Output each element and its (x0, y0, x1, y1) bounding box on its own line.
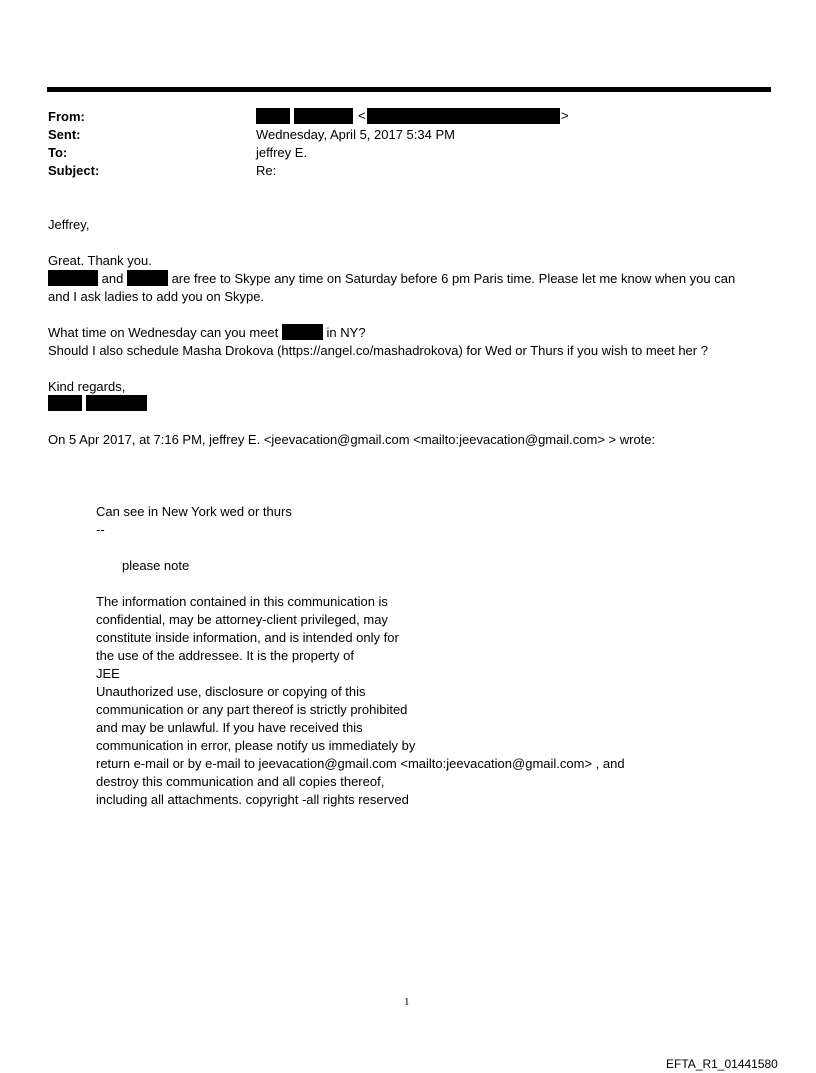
redaction-from-last (294, 108, 353, 124)
disclaimer-line: Unauthorized use, disclosure or copying of this (96, 684, 366, 699)
subject-value: Re: (256, 163, 277, 178)
body-and-word: and (101, 271, 124, 286)
disclaimer-line: The information contained in this communication is (96, 594, 388, 609)
body-line-wednesday (48, 324, 366, 342)
from-open-bracket: < (358, 108, 366, 123)
disclaimer-line: communication or any part thereof is strictly prohibited (96, 702, 408, 717)
subject-label: Subject: (48, 163, 100, 178)
quoted-line: Can see in New York wed or thurs (96, 504, 292, 519)
body-skype-rest: are free to Skype any time on Saturday before 6 pm Paris time. Please let me know when you can (171, 271, 736, 286)
greeting: Jeffrey, (48, 217, 90, 232)
disclaimer-line: communication in error, please notify us immediately by (96, 738, 416, 753)
document-id: EFTA_R1_01441580 (666, 1057, 778, 1071)
body-in-ny: in NY? (326, 325, 366, 340)
sent-value: Wednesday, April 5, 2017 5:34 PM (256, 127, 455, 142)
closing: Kind regards, (48, 379, 126, 394)
to-value: jeffrey E. (256, 145, 308, 160)
redaction-name-1 (48, 270, 98, 286)
redaction-name-2 (127, 270, 168, 286)
sent-label: Sent: (48, 127, 81, 142)
disclaimer-line: return e-mail or by e-mail to jeevacation@gmail.com <mailto:jeevacation@gmail.com> , and (96, 756, 625, 771)
signature-separator: -- (96, 522, 105, 537)
body-wednesday-text: What time on Wednesday can you meet (48, 325, 279, 340)
disclaimer-line: the use of the addressee. It is the property of (96, 648, 354, 663)
redaction-signature-last (86, 395, 147, 411)
quote-header: On 5 Apr 2017, at 7:16 PM, jeffrey E. <jeevacation@gmail.com <mailto:jeevacation@gmail.com> > wrote: (48, 432, 656, 447)
from-close-bracket: > (561, 108, 569, 123)
from-label: From: (48, 109, 85, 124)
redaction-name-3 (282, 324, 323, 340)
header-rule (47, 87, 771, 92)
disclaimer-line: confidential, may be attorney-client privileged, may (96, 612, 388, 627)
disclaimer-line: JEE (96, 666, 120, 681)
disclaimer-line: constitute inside information, and is intended only for (96, 630, 399, 645)
redaction-from-first (256, 108, 290, 124)
body-line-masha: Should I also schedule Masha Drokova (https://angel.co/mashadrokova) for Wed or Thurs if you wish to meet her ? (48, 343, 708, 358)
disclaimer-line: and may be unlawful. If you have received this (96, 720, 363, 735)
redaction-from-email (367, 108, 560, 124)
to-label: To: (48, 145, 68, 160)
redaction-signature-first (48, 395, 82, 411)
disclaimer-line: destroy this communication and all copies thereof, (96, 774, 385, 789)
please-note: please note (122, 558, 190, 573)
disclaimer-line: including all attachments. copyright -all rights reserved (96, 792, 409, 807)
page-number: 1 (404, 996, 410, 1008)
body-line-thanks: Great. Thank you. (48, 253, 152, 268)
body-line-skype (48, 270, 735, 288)
body-line-ladies: and I ask ladies to add you on Skype. (48, 289, 265, 304)
